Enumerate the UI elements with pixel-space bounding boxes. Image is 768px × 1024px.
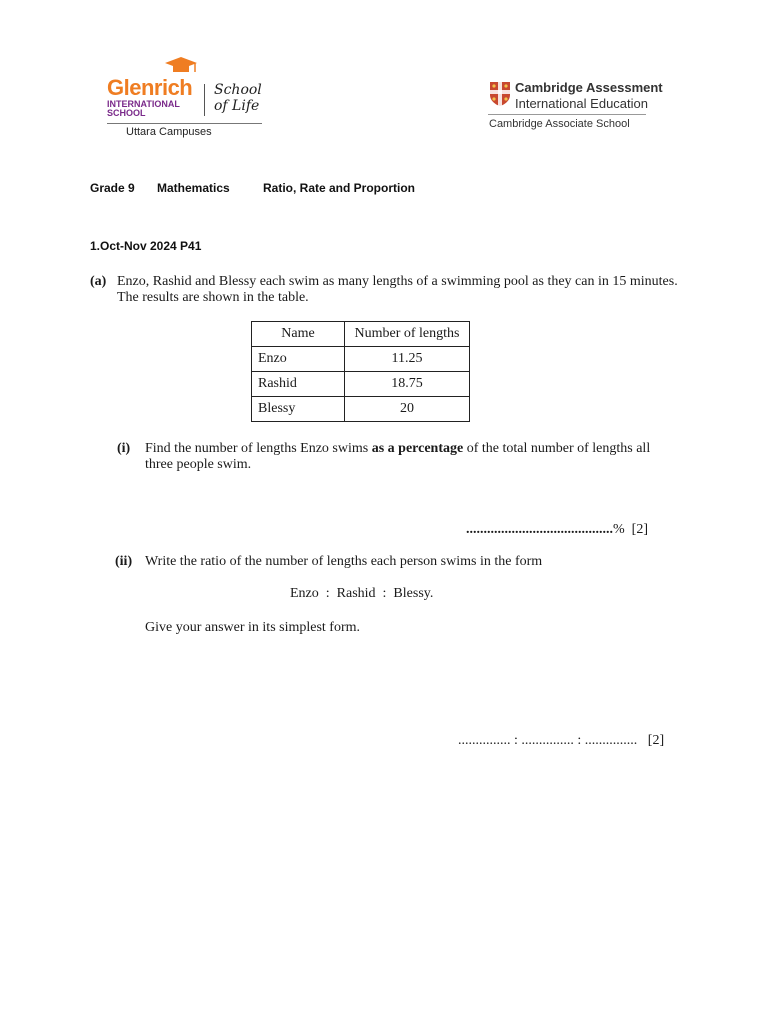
part-ii-label: (ii) xyxy=(115,554,133,569)
table-cell-name: Blessy xyxy=(252,397,345,422)
glenrich-logo-subtitle: INTERNATIONAL SCHOOL xyxy=(107,99,180,118)
part-i-label: (i) xyxy=(117,441,131,456)
part-a-text-line2: The results are shown in the table. xyxy=(117,290,309,305)
table-cell-value: 18.75 xyxy=(345,372,470,397)
glenrich-tagline: School of Life xyxy=(214,82,262,114)
part-ii-answer-line[interactable]: ............... : ............... : ............... [2] xyxy=(458,733,665,748)
part-ii-marks: [2] xyxy=(647,733,665,748)
grade-label: Grade 9 xyxy=(90,181,135,195)
cambridge-associate-label: Cambridge Associate School xyxy=(489,118,630,130)
part-ii-text-line2: Give your answer in its simplest form. xyxy=(145,620,361,635)
table-header-row xyxy=(252,322,470,347)
cambridge-logo-title: Cambridge Assessment xyxy=(515,80,663,95)
table-row xyxy=(252,347,470,372)
part-i-answer-line[interactable]: ..........................................% [2] xyxy=(466,522,648,537)
table-cell-name: Rashid xyxy=(252,372,345,397)
table-cell-value: 11.25 xyxy=(345,347,470,372)
table-header-cell: Name xyxy=(252,322,345,347)
question-reference: 1.Oct-Nov 2024 P41 xyxy=(90,239,202,253)
part-ii-text-line1: Write the ratio of the number of lengths each person swims in the form xyxy=(145,554,543,569)
table-row xyxy=(252,397,470,422)
results-table xyxy=(251,321,470,422)
part-a-label: (a) xyxy=(90,274,107,289)
part-a-text-line1: Enzo, Rashid and Blessy each swim as many lengths of a swimming pool as they can in 15 minutes. xyxy=(117,274,678,289)
glenrich-logo-name: Glenrich xyxy=(107,75,193,100)
campus-label: Uttara Campuses xyxy=(126,126,212,138)
table-cell-name: Enzo xyxy=(252,347,345,372)
subject-label: Mathematics xyxy=(157,181,230,195)
logo-underline xyxy=(107,123,262,124)
logo-divider xyxy=(204,84,205,116)
cambridge-divider xyxy=(488,114,646,115)
topic-label: Ratio, Rate and Proportion xyxy=(263,181,416,195)
table-cell-value: 20 xyxy=(345,397,470,422)
table-header-cell: Number of lengths xyxy=(345,322,470,347)
part-i-text-line2: three people swim. xyxy=(145,457,252,472)
table-row xyxy=(252,372,470,397)
part-i-marks: [2] xyxy=(631,522,648,537)
ratio-form: Enzo : Rashid : Blessy. xyxy=(290,586,434,601)
cambridge-shield-icon xyxy=(489,81,511,112)
part-i-text-line1: Find the number of lengths Enzo swims as a percentage of the total number of lengths all xyxy=(145,441,651,456)
cambridge-logo-subtitle: International Education xyxy=(515,96,648,111)
